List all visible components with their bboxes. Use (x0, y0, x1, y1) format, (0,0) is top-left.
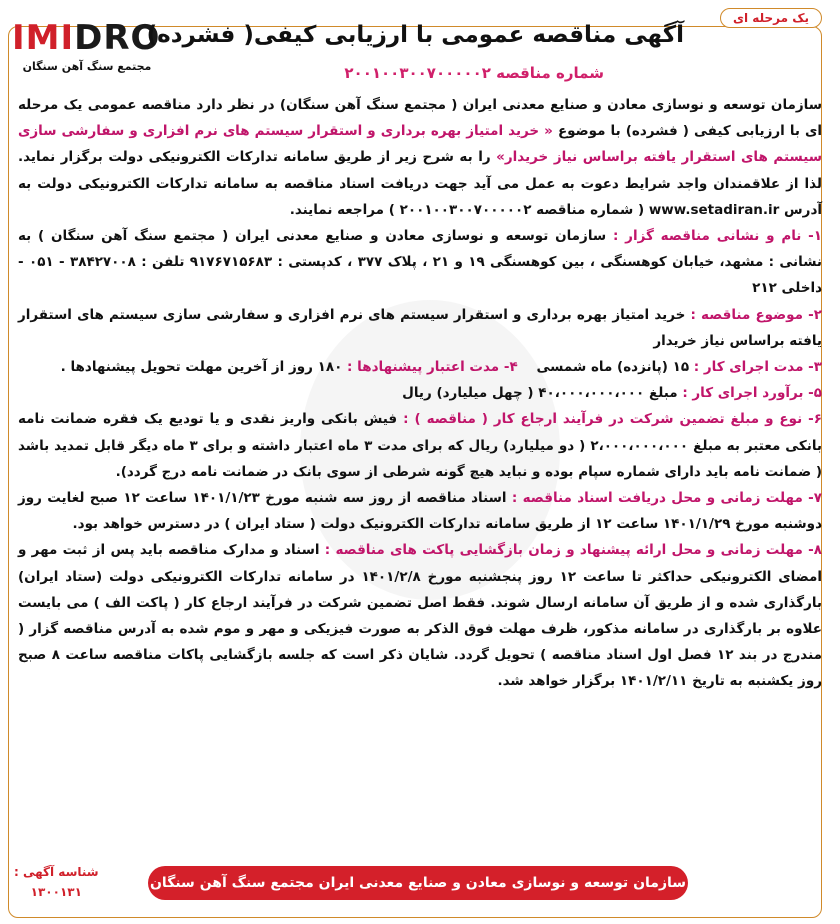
stage-badge: یک مرحله ای (720, 8, 822, 28)
item-3-text: ۱۵ (پانزده) ماه شمسی (536, 359, 690, 376)
intro-part2: را به شرح زیر از طریق سامانه تدارکات الکترونیکی دولت برگزار نماید. لذا از علاقمندان واجد شرایط دعوت به عمل می آید جهت دریافت اسناد مناقصه به سامانه تدارکات الکترونیکی دولت به آدرس www.setadiran.ir ( شماره مناقصه ۲۰۰۱۰۰۳۰۰۷۰۰۰۰۰۲ ) مراجعه نمایند. (18, 149, 822, 218)
item-7-label: ۷- مهلت زمانی و محل دریافت اسناد مناقصه : (511, 490, 822, 507)
logo-imi: IMI (12, 18, 75, 58)
item-1-label: ۱- نام و نشانی مناقصه گزار : (612, 228, 823, 245)
intro-part1: سازمان توسعه و نوسازی معادن و صنایع معدنی ایران ( مجتمع سنگ آهن سنگان) در نظر دارد مناقصه عمومی یک مرحله ای با ارزیابی کیفی ( فشرده) با موضوع (18, 97, 823, 140)
logo-subtitle: مجتمع سنگ آهن سنگان (22, 60, 152, 73)
footer-banner: سازمان توسعه و نوسازی معادن و صنایع معدنی ایران مجتمع سنگ آهن سنگان (148, 866, 688, 900)
item-7 (18, 485, 822, 537)
item-6 (18, 406, 822, 485)
tender-number: شماره مناقصه ۲۰۰۱۰۰۳۰۰۷۰۰۰۰۰۲ (344, 64, 604, 82)
ad-title: آگهی مناقصه عمومی با ارزیابی کیفی( فشرده) (146, 22, 684, 48)
logo-mark (12, 18, 162, 58)
item-2-text: خرید امتیاز بهره برداری و استقرار سیستم های نرم افزاری و سفارشی سازی سیستم های استقرار یافته براساس نیاز خریدار (18, 306, 822, 349)
item-3-label: ۳- مدت اجرای کار : (693, 359, 822, 376)
intro-paragraph (18, 92, 822, 223)
item-1 (18, 223, 822, 302)
item-4-label: ۴- مدت اعتبار پیشنهادها : (347, 359, 518, 376)
item-3 (18, 354, 822, 380)
item-1-text: سازمان توسعه و نوسازی معادن و صنایع معدنی ایران ( مجتمع سنگ آهن سنگان ) به نشانی : مشهد، خیابان کوهسنگی ، بین کوهسنگی ۱۹ و ۲۱ ، پلاک ۳۷۷ ، کدپستی : ۹۱۷۶۷۱۵۶۸۳ تلفن : ۳۸۴۲۷۰۰۸ - ۰۵۱ - داخلی ۲۱۲ (18, 228, 823, 297)
item-2-label: ۲- موضوع مناقصه : (690, 306, 823, 323)
ad-code-label: شناسه آگهی : (14, 865, 99, 879)
ad-code-value: ۱۳۰۰۱۳۱ (30, 885, 82, 899)
imidro-logo (12, 18, 162, 74)
item-6-text: فیش بانکی واریز نقدی و یا تودیع یک فقره ضمانت نامه بانکی معتبر به مبلغ ۲،۰۰۰،۰۰۰،۰۰۰ ( دو میلیارد) ریال که برای مدت ۳ ماه اعتبار داشته و برای ۳ ماه دیگر قابل تمدید باشد ( ضمانت نامه باید دارای شماره سپام بوده و نباید هیچ گونه شرطی از سوی بانک در ضمانت نامه درج گردد). (18, 411, 822, 480)
item-7-text: اسناد مناقصه از روز سه شنبه مورخ ۱۴۰۱/۱/۲۳ ساعت ۱۲ صبح لغایت روز دوشنبه مورخ ۱۴۰۱/۱/۲۹ ساعت ۱۲ از طریق سامانه تدارکات الکترونیک دولت ( ستاد ایران ) در دسترس خواهد بود. (18, 490, 822, 533)
item-8-label: ۸- مهلت زمانی و محل ارائه پیشنهاد و زمان بازگشایی پاکت های مناقصه : (324, 542, 823, 559)
item-6-label: ۶- نوع و مبلغ تضمین شرکت در فرآیند ارجاع کار ( مناقصه ) : (403, 411, 822, 428)
item-5-text: مبلغ ۴۰،۰۰۰،۰۰۰،۰۰۰ ( چهل میلیارد) ریال (402, 385, 678, 402)
item-8-text: اسناد و مدارک مناقصه باید پس از ثبت مهر و امضای الکترونیکی حداکثر تا ساعت ۱۲ روز پنجشنبه مورخ ۱۴۰۱/۲/۸ در سامانه تدارکات الکترونیکی دولت (ستاد ایران) بارگذاری شده و از طریق آن سامانه ارسال شوند. فقط اصل تضمین شرکت در فرآیند ارجاع کار ( پاکت الف ) می بایست علاوه بر بارگذاری در سامانه مذکور، ظرف مهلت فوق الذکر به صورت فیزیکی و مهر و موم شده به آدرس مناقصه گزار ( مندرج در بند ۱۲ فصل اول اسناد مناقصه ) تحویل گردد. شایان ذکر است که جلسه بازگشایی پاکات مناقصه ساعت ۸ صبح روز یکشنبه به تاریخ ۱۴۰۱/۲/۱۱ برگزار خواهد شد. (18, 542, 822, 690)
item-5 (18, 380, 822, 406)
item-4-text: ۱۸۰ روز از آخرین مهلت تحویل پیشنهادها . (60, 359, 343, 376)
intro-subject: « خرید امتیاز بهره برداری و استقرار سیستم های نرم افزاری و سفارشی سازی سیستم های استقرار یافته براساس نیاز خریدار» (18, 123, 823, 166)
item-5-label: ۵- برآورد اجرای کار : (682, 385, 822, 402)
ad-body (18, 92, 822, 695)
logo-dro: DRO (74, 18, 161, 58)
item-2 (18, 302, 822, 354)
item-8 (18, 537, 822, 694)
ad-code (14, 862, 99, 902)
